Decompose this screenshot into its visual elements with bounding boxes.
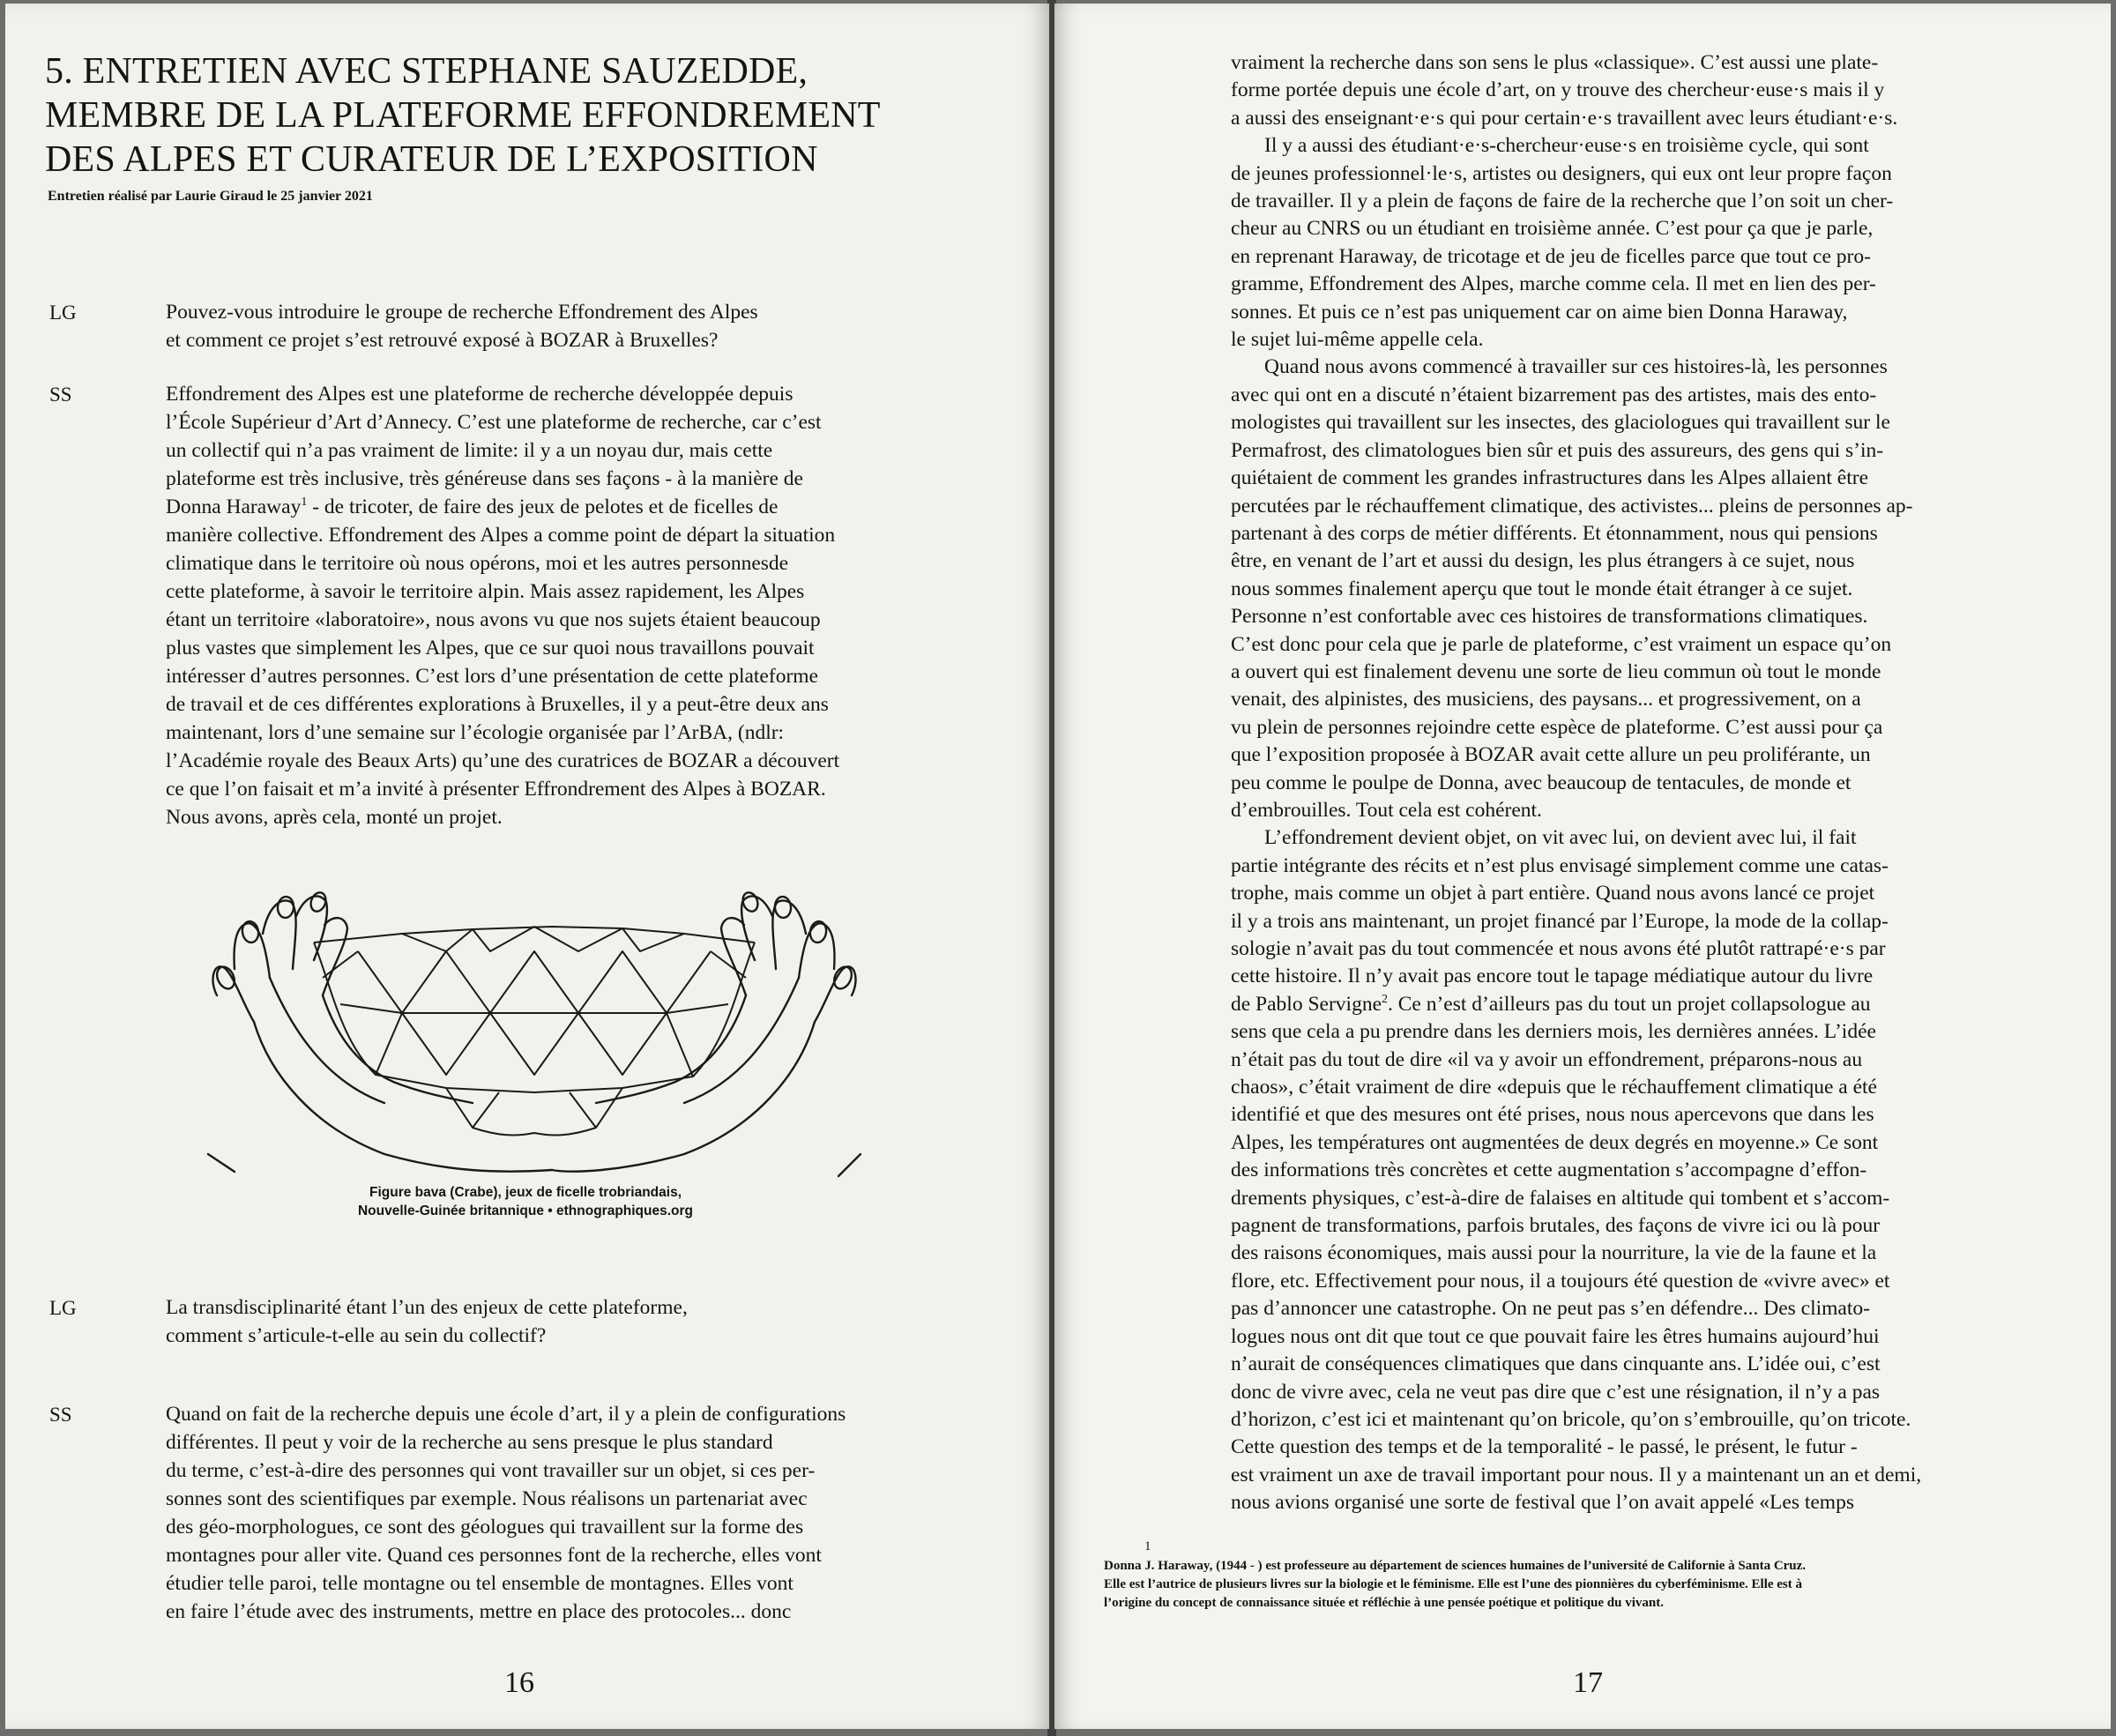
text-line: le sujet lui-même appelle cela. bbox=[1231, 328, 1484, 352]
text-line: identifié et que des mesures ont été prises, nous nous apercevons que dans les bbox=[1231, 1103, 1874, 1127]
text-line: gramme, Effondrement des Alpes, marche comme cela. Il met en lien des per- bbox=[1231, 272, 1876, 296]
text-line: des informations très concrètes et cette augmentation s’accompagne d’effon- bbox=[1231, 1159, 1867, 1182]
footnote bbox=[1104, 1557, 2074, 1613]
page-number: 16 bbox=[504, 1666, 534, 1699]
text-line: de travailler. Il y a plein de façons de faire de la recherche que l’on soit un cher- bbox=[1231, 190, 1894, 213]
footnote-line: Elle est l’autrice de plusieurs livres sur la biologie et le féminisme. Elle est l’une des pionnières du cyberféminisme. Elle est à bbox=[1104, 1577, 1803, 1591]
text-line: quiétaient de comment les grandes infrastructures dans les Alpes allaient être bbox=[1231, 466, 1869, 490]
text-line: être, en venant de l’art et aussi du design, les plus étrangers à ce sujet, nous bbox=[1231, 549, 1855, 573]
text-line: Permafrost, des climatologues bien sûr et puis des assureurs, des gens qui s’in- bbox=[1231, 438, 1884, 462]
text-line: flore, etc. Effectivement pour nous, il a toujours été question de «vivre avec» et bbox=[1231, 1269, 1890, 1293]
text-line: cheur au CNRS ou un étudiant en troisième année. C’est pour ça que je parle, bbox=[1231, 217, 1874, 241]
text-line: Il y a aussi des étudiant·e·s-chercheur·euse·s en troisième cycle, qui sont bbox=[1264, 134, 1869, 158]
text-line: donc de vivre avec, cela ne veut pas dire que c’est une résignation, il n’y a pas bbox=[1231, 1380, 1881, 1404]
speaker-label: SS bbox=[49, 384, 72, 406]
text-line: n’aurait de conséquences climatiques que dans cinquante ans. L’idée oui, c’est bbox=[1231, 1352, 1881, 1376]
answer-block bbox=[166, 1400, 986, 1626]
text-line: en reprenant Haraway, de tricotage et de jeu de ficelles parce que tout ce pro- bbox=[1231, 244, 1871, 268]
text-line: l’École Supérieur d’Art d’Annecy. C’est une plateforme de recherche, car c’est bbox=[166, 411, 822, 434]
interview-credit: Entretien réalisé par Laurie Giraud le 25 janvier 2021 bbox=[48, 189, 373, 204]
footnote-ref[interactable]: 2 bbox=[1382, 992, 1388, 1006]
text-line: sonnes. Et puis ce n’est pas uniquement car on aime bien Donna Haraway, bbox=[1231, 300, 1848, 324]
text-line: des géo-morphologues, ce sont des géologues qui travaillent sur la forme des bbox=[166, 1516, 804, 1539]
text-line: partenant à des corps de métier différents. Et étonnamment, nous qui pensions bbox=[1231, 521, 1878, 545]
text-line: étant un territoire «laboratoire», nous avons vu que nos sujets étaient beaucoup bbox=[166, 608, 821, 631]
text-line: peu comme le poulpe de Donna, avec beaucoup de tentacules, de monde et bbox=[1231, 771, 1852, 794]
chapter-title bbox=[45, 49, 997, 182]
text-line: plateforme est très inclusive, très généreuse dans ses façons - à la manière de bbox=[166, 467, 803, 490]
inline-text: de Pablo Servigne bbox=[1231, 992, 1382, 1016]
speaker-label: LG bbox=[49, 302, 77, 324]
caption-line: Figure bava (Crabe), jeux de ficelle trobriandais, bbox=[369, 1185, 682, 1200]
left-page bbox=[5, 4, 1049, 1729]
text-line: sens que cela a pu prendre dans les derniers mois, les dernières années. L’idée bbox=[1231, 1020, 1876, 1044]
text-line: Quand nous avons commencé à travailler sur ces histoires-là, les personnes bbox=[1264, 355, 1888, 379]
text-line: l’Académie royale des Beaux Arts) qu’une des curatrices de BOZAR a découvert bbox=[166, 749, 840, 772]
text-line: ce que l’on faisait et m’a invité à présenter Effrondrement des Alpes à BOZAR. bbox=[166, 778, 826, 801]
text-line: a ouvert qui est finalement devenu une sorte de lieu commun où tout le monde bbox=[1231, 659, 1881, 683]
footnote-line: l’origine du concept de connaissance située et réfléchie à une pensée poétique et politique du vivant. bbox=[1104, 1596, 1664, 1610]
text-line: différentes. Il peut y voir de la recherche au sens presque le plus standard bbox=[166, 1431, 773, 1454]
text-line: d’horizon, c’est ici et maintenant qu’on bricole, qu’on s’embrouille, qu’on tricote. bbox=[1231, 1407, 1911, 1431]
text-line: du terme, c’est-à-dire des personnes qui vont travailler sur un objet, si ces per- bbox=[166, 1459, 816, 1482]
caption-line: Nouvelle-Guinée britannique • ethnographiques.org bbox=[357, 1203, 694, 1218]
text-line: est vraiment un axe de travail important pour nous. Il y a maintenant un an et demi, bbox=[1231, 1463, 1922, 1486]
text-line: montagnes pour aller vite. Quand ces personnes font de la recherche, elles vont bbox=[166, 1544, 822, 1567]
text-line: il y a trois ans maintenant, un projet financé par l’Europe, la mode de la collap- bbox=[1231, 909, 1889, 933]
text-line: C’est donc pour cela que je parle de plateforme, c’est vraiment un espace qu’on bbox=[1231, 632, 1892, 656]
speaker-label: SS bbox=[49, 1404, 72, 1426]
text-line bbox=[166, 493, 986, 521]
text-line: Alpes, les températures ont augmentées de deux degrés en moyenne.» Ce sont bbox=[1231, 1130, 1879, 1154]
text-line: La transdisciplinarité étant l’un des enjeux de cette plateforme, bbox=[166, 1296, 688, 1319]
text-line: L’effondrement devient objet, on vit avec lui, on devient avec lui, il fait bbox=[1264, 826, 1857, 850]
text-line: nous sommes finalement aperçu que tout le monde était étranger à ce sujet. bbox=[1231, 577, 1853, 600]
text-line: pagnent de transformations, parfois brutales, des façons de vivre ici ou là pour bbox=[1231, 1214, 1881, 1238]
question-block bbox=[166, 1293, 986, 1350]
text-line: Cette question des temps et de la temporalité - le passé, le présent, le futur - bbox=[1231, 1435, 1858, 1459]
text-line: cette plateforme, à savoir le territoire alpin. Mais assez rapidement, les Alpes bbox=[166, 580, 805, 603]
title-line: MEMBRE DE LA PLATEFORME EFFONDREMENT bbox=[45, 95, 881, 136]
footnote-number: 1 bbox=[1144, 1539, 1151, 1553]
text-line: trophe, mais comme un objet à part entière. Quand nous avons lancé ce projet bbox=[1231, 882, 1875, 905]
right-page bbox=[1054, 4, 2111, 1729]
body-text bbox=[1231, 49, 2068, 1517]
text-line: comment s’articule-t-elle au sein du collectif? bbox=[166, 1324, 547, 1347]
text-line: Quand on fait de la recherche depuis une école d’art, il y a plein de configurations bbox=[166, 1403, 846, 1426]
title-line: 5. ENTRETIEN AVEC STEPHANE SAUZEDDE, bbox=[45, 51, 808, 92]
text-line: pas d’annoncer une catastrophe. On ne peut pas s’en défendre... Des climato- bbox=[1231, 1297, 1870, 1321]
answer-block bbox=[166, 380, 986, 831]
text-line: d’embrouilles. Tout cela est cohérent. bbox=[1231, 798, 1542, 822]
string-figure-illustration bbox=[182, 872, 887, 1181]
text-line bbox=[1231, 991, 2068, 1018]
text-line: vu plein de personnes rejoindre cette espèce de plateforme. C’est aussi pour ça bbox=[1231, 715, 1883, 739]
text-line: un collectif qui n’a pas vraiment de limite: il y a un noyau dur, mais cette bbox=[166, 439, 773, 462]
text-line: intéresser d’autres personnes. C’est lors d’une présentation de cette plateforme bbox=[166, 665, 818, 688]
text-line: Nous avons, après cela, monté un projet. bbox=[166, 806, 503, 829]
text-line: sologie n’avait pas du tout commencée et nous avons été plutôt rattrapé·e·s par bbox=[1231, 937, 1886, 960]
text-line: drements physiques, c’est-à-dire de falaises en altitude qui tombent et s’accom- bbox=[1231, 1186, 1890, 1210]
question-block bbox=[166, 298, 986, 354]
text-line: nous avions organisé une sorte de festival que l’on avait appelé «Les temps bbox=[1231, 1491, 1854, 1515]
text-line: plus vastes que simplement les Alpes, que ce sur quoi nous travaillons pouvait bbox=[166, 637, 815, 659]
text-line: avec qui ont en a discuté n’étaient bizarrement pas des artistes, mais des ento- bbox=[1231, 383, 1877, 406]
inline-text: . Ce n’est d’ailleurs pas du tout un projet collapsologue au bbox=[1388, 992, 1871, 1016]
text-line: partie intégrante des récits et n’est plus envisagé simplement comme une catas- bbox=[1231, 853, 1889, 877]
text-line: venait, des alpinistes, des musiciens, des paysans... et progressivement, on a bbox=[1231, 688, 1861, 712]
text-line: Personne n’est confortable avec ces histoires de transformations climatiques. bbox=[1231, 605, 1868, 629]
text-line: que l’exposition proposée à BOZAR avait cette allure un peu proliférante, un bbox=[1231, 743, 1871, 767]
text-line: vraiment la recherche dans son sens le plus «classique». C’est aussi une plate- bbox=[1231, 51, 1879, 74]
page-number: 17 bbox=[1573, 1666, 1603, 1699]
text-line: percutées par le réchauffement climatique, des activistes... pleins de personnes ap- bbox=[1231, 494, 1913, 518]
text-line: n’était pas du tout de dire «il va y avoir un effondrement, préparons-nous au bbox=[1231, 1047, 1863, 1071]
footnote-ref[interactable]: 1 bbox=[301, 495, 308, 510]
text-line: climatique dans le territoire où nous opérons, moi et les autres personnesde bbox=[166, 552, 789, 575]
text-line: des raisons économiques, mais aussi pour la nourriture, la vie de la faune et la bbox=[1231, 1241, 1877, 1265]
inline-text: Donna Haraway bbox=[166, 495, 302, 518]
text-line: de jeunes professionnel·le·s, artistes ou designers, qui eux ont leur propre façon bbox=[1231, 161, 1892, 185]
text-line: mologistes qui travaillent sur les insectes, des glaciologues qui travaillent sur le bbox=[1231, 411, 1890, 435]
text-line: en faire l’étude avec des instruments, mettre en place des protocoles... donc bbox=[166, 1600, 792, 1623]
text-line: Effondrement des Alpes est une plateforme de recherche développée depuis bbox=[166, 383, 794, 406]
title-line: DES ALPES ET CURATEUR DE L’EXPOSITION bbox=[45, 139, 818, 180]
text-line: forme portée depuis une école d’art, on y trouve des chercheur·euse·s mais il y bbox=[1231, 78, 1885, 102]
inline-text: - de tricoter, de faire des jeux de pelotes et de ficelles de bbox=[307, 495, 779, 518]
text-line: et comment ce projet s’est retrouvé exposé à BOZAR à Bruxelles? bbox=[166, 329, 719, 352]
figure-caption bbox=[296, 1183, 755, 1220]
footnote-line: Donna J. Haraway, (1944 - ) est professeure au département de sciences humaines de l’université de Californie à Santa Cruz. bbox=[1104, 1559, 1807, 1573]
text-line: sonnes sont des scientifiques par exemple. Nous réalisons un partenariat avec bbox=[166, 1487, 808, 1510]
text-line: chaos», c’était vraiment de dire «depuis que le réchauffement climatique a été bbox=[1231, 1076, 1877, 1099]
speaker-label: LG bbox=[49, 1297, 77, 1319]
text-line: Pouvez-vous introduire le groupe de recherche Effondrement des Alpes bbox=[166, 301, 758, 324]
text-line: étudier telle paroi, telle montagne ou tel ensemble de montagnes. Elles vont bbox=[166, 1572, 794, 1595]
text-line: cette histoire. Il n’y avait pas encore tout le tapage médiatique autour du livre bbox=[1231, 965, 1874, 988]
text-line: manière collective. Effondrement des Alpes a comme point de départ la situation bbox=[166, 524, 836, 547]
text-line: de travail et de ces différentes explorations à Bruxelles, il y a peut-être deux ans bbox=[166, 693, 829, 716]
text-line: logues nous ont dit que tout ce que pouvait faire les êtres humains aujourd’hui bbox=[1231, 1324, 1880, 1348]
text-line: maintenant, lors d’une semaine sur l’écologie organisée par l’ArBA, (ndlr: bbox=[166, 721, 785, 744]
text-line: a aussi des enseignant·e·s qui pour certain·e·s travaillent avec leurs étudiant·e·s. bbox=[1231, 106, 1898, 130]
